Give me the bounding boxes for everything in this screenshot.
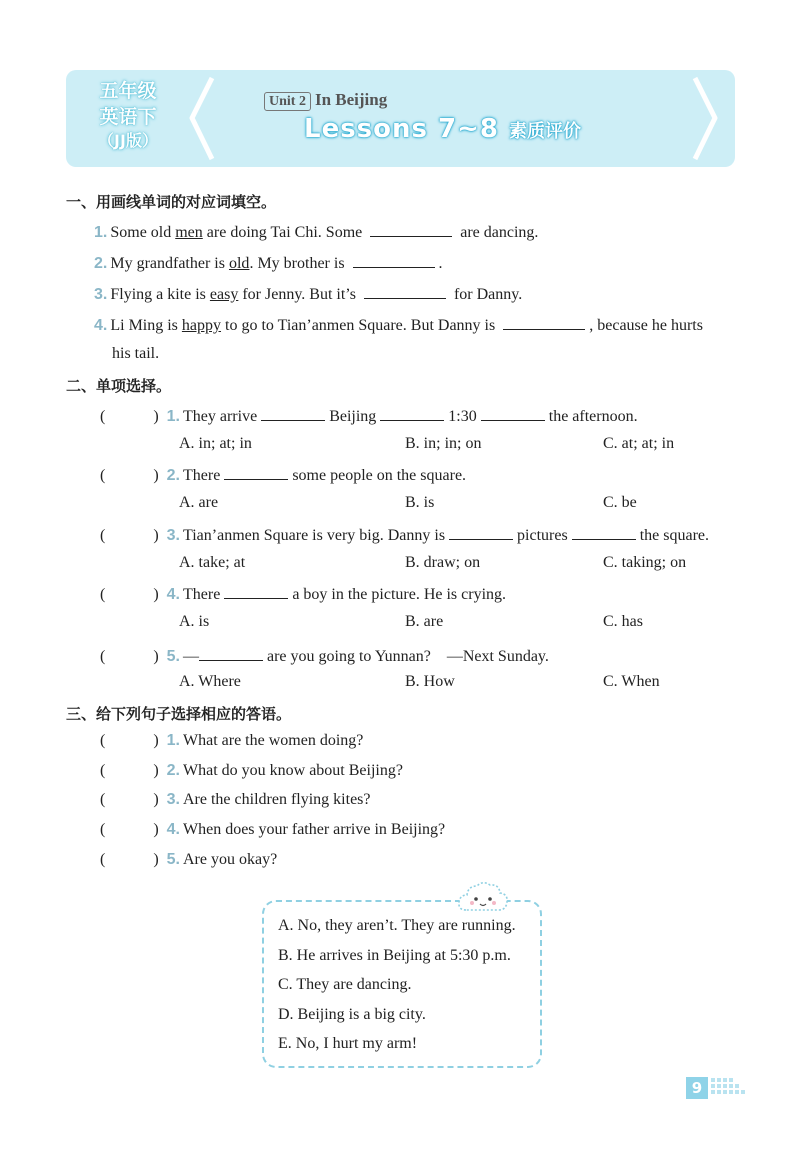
question-text: Flying a kite is — [110, 286, 210, 303]
underlined-word: old — [228, 255, 250, 272]
s2-question-2 — [100, 464, 466, 485]
s3-question-5 — [100, 851, 277, 869]
question-number: 3. — [94, 286, 108, 303]
answer-blank[interactable] — [370, 221, 452, 237]
option-b[interactable]: B. is — [405, 494, 435, 511]
s2-question-4 — [100, 583, 506, 604]
grade-badge — [80, 78, 176, 152]
option-c[interactable]: C. has — [603, 613, 643, 630]
underlined-word: easy — [209, 286, 239, 303]
option-c[interactable]: C. be — [603, 494, 637, 511]
answer-choices-box — [262, 900, 542, 1068]
answer-bracket-close: ) — [153, 851, 159, 868]
answer-bracket-close: ) — [153, 408, 159, 425]
title-banner — [66, 70, 735, 167]
question-number: 3. — [166, 527, 180, 544]
s1-question-3 — [94, 283, 522, 304]
dot-grid-decoration — [710, 1077, 750, 1099]
s1-question-4-continued: his tail. — [112, 345, 160, 362]
section-2-title: 二、单项选择。 — [66, 377, 172, 395]
question-text: 1:30 — [448, 408, 477, 425]
question-number: 1. — [166, 732, 180, 749]
s3-question-1 — [100, 732, 363, 750]
option-a[interactable]: A. are — [179, 494, 219, 511]
chevron-left-decoration — [186, 70, 216, 167]
answer-bracket-open: ( — [100, 648, 106, 665]
option-a[interactable]: A. Where — [179, 673, 241, 690]
answer-bracket-open: ( — [100, 732, 106, 749]
unit-tag: Unit 2 — [264, 92, 311, 111]
answer-bracket-open: ( — [100, 586, 106, 603]
answer-choice-e: E. No, I hurt my arm! — [278, 1035, 418, 1052]
answer-bracket-open: ( — [100, 467, 106, 484]
s3-question-3 — [100, 791, 371, 809]
option-a[interactable]: A. is — [179, 613, 210, 630]
underlined-word: happy — [181, 317, 222, 334]
question-text: . My brother is — [249, 255, 349, 272]
option-c[interactable]: C. taking; on — [603, 554, 687, 571]
question-number: 5. — [166, 851, 180, 868]
option-b[interactable]: B. in; in; on — [405, 435, 482, 452]
question-text: are you going to Yunnan? —Next Sunday. — [267, 648, 549, 665]
question-text: some people on the square. — [292, 467, 467, 484]
answer-bracket-close: ) — [153, 791, 159, 808]
lessons-label: Lessons 7~8 — [304, 114, 500, 144]
question-text: the afternoon. — [548, 408, 638, 425]
answer-bracket-open: ( — [100, 791, 106, 808]
question-text: Are the children flying kites? — [183, 791, 371, 808]
option-b[interactable]: B. How — [405, 673, 455, 690]
cloud-mascot-icon — [456, 880, 510, 916]
chevron-right-decoration — [691, 70, 721, 167]
s1-question-2 — [94, 252, 443, 273]
s3-question-2 — [100, 762, 403, 780]
question-text: — — [183, 648, 199, 665]
option-c[interactable]: C. at; at; in — [603, 435, 675, 452]
question-text: are doing Tai Chi. Some — [202, 224, 367, 241]
answer-blank[interactable] — [224, 464, 288, 480]
answer-bracket-open: ( — [100, 821, 106, 838]
question-number: 3. — [166, 791, 180, 808]
option-a[interactable]: A. in; at; in — [179, 435, 252, 452]
question-text: Are you okay? — [183, 851, 278, 868]
question-text: Li Ming is — [110, 317, 182, 334]
question-text: Some old — [110, 224, 176, 241]
section-1-title: 一、用画线单词的对应词填空。 — [66, 193, 277, 211]
s3-question-4 — [100, 821, 445, 839]
question-text: My grandfather is — [110, 255, 229, 272]
answer-bracket-close: ) — [153, 527, 159, 544]
question-number: 4. — [94, 317, 108, 334]
question-text: . — [438, 255, 443, 272]
question-text: pictures — [517, 527, 568, 544]
question-text: a boy in the picture. He is crying. — [292, 586, 507, 603]
question-text: Tian’anmen Square is very big. Danny is — [183, 527, 446, 544]
answer-choice-d: D. Beijing is a big city. — [278, 1006, 426, 1023]
question-text: to go to Tian’anmen Square. But Danny is — [221, 317, 500, 334]
answer-bracket-open: ( — [100, 527, 106, 544]
s2-question-1 — [100, 405, 638, 426]
question-number: 4. — [166, 586, 180, 603]
question-number: 2. — [166, 762, 180, 779]
question-text: What are the women doing? — [183, 732, 364, 749]
answer-choice-c: C. They are dancing. — [278, 976, 412, 993]
question-text: When does your father arrive in Beijing? — [183, 821, 446, 838]
option-b[interactable]: B. are — [405, 613, 444, 630]
unit-title: In Beijing — [314, 90, 388, 109]
answer-blank[interactable] — [503, 314, 585, 330]
answer-bracket-open: ( — [100, 762, 106, 779]
option-c[interactable]: C. When — [603, 673, 660, 690]
s2-question-3 — [100, 524, 709, 545]
answer-bracket-close: ) — [153, 732, 159, 749]
answer-bracket-close: ) — [153, 586, 159, 603]
answer-blank[interactable] — [224, 583, 288, 599]
page-number: 9 — [686, 1077, 708, 1099]
question-text: the square. — [639, 527, 710, 544]
s2-question-5 — [100, 643, 549, 666]
answer-blank[interactable] — [353, 252, 435, 268]
question-text: , because he hurts — [589, 317, 703, 334]
answer-blank[interactable] — [199, 645, 263, 661]
section-3-title: 三、给下列句子选择相应的答语。 — [66, 705, 292, 723]
answer-blank[interactable] — [449, 524, 513, 540]
question-text: Beijing — [329, 408, 377, 425]
question-text: They arrive — [183, 408, 258, 425]
question-number: 1. — [94, 224, 108, 241]
question-number: 1. — [166, 408, 180, 425]
unit-heading — [264, 90, 387, 111]
evaluation-label: 素质评价 — [509, 121, 582, 142]
answer-bracket-close: ) — [153, 762, 159, 779]
option-b[interactable]: B. draw; on — [405, 554, 481, 571]
grade-label: 五年级 — [99, 80, 157, 102]
question-text: for Jenny. But it’s — [238, 286, 360, 303]
answer-bracket-open: ( — [100, 408, 106, 425]
underlined-word: men — [175, 224, 203, 241]
edition-label: （JJ版） — [98, 131, 158, 150]
option-a[interactable]: A. take; at — [179, 554, 246, 571]
s1-question-1 — [94, 221, 538, 242]
answer-choice-b: B. He arrives in Beijing at 5:30 p.m. — [278, 947, 511, 964]
question-number: 2. — [166, 467, 180, 484]
answer-choice-a: A. No, they aren’t. They are running. — [278, 917, 516, 934]
question-text: There — [183, 586, 221, 603]
question-number: 2. — [94, 255, 108, 272]
answer-bracket-close: ) — [153, 467, 159, 484]
question-number: 4. — [166, 821, 180, 838]
answer-blank[interactable] — [380, 405, 444, 421]
question-text: What do you know about Beijing? — [183, 762, 403, 779]
answer-blank[interactable] — [481, 405, 545, 421]
answer-bracket-close: ) — [153, 821, 159, 838]
question-number: 5. — [166, 648, 180, 665]
lesson-heading — [304, 114, 581, 144]
subject-label: 英语下 — [99, 106, 157, 128]
answer-blank[interactable] — [572, 524, 636, 540]
answer-blank[interactable] — [261, 405, 325, 421]
question-text: for Danny. — [449, 286, 523, 303]
answer-bracket-close: ) — [153, 648, 159, 665]
answer-bracket-open: ( — [100, 851, 106, 868]
answer-blank[interactable] — [364, 283, 446, 299]
question-text: There — [183, 467, 221, 484]
question-text: are dancing. — [456, 224, 539, 241]
s1-question-4 — [94, 314, 703, 335]
